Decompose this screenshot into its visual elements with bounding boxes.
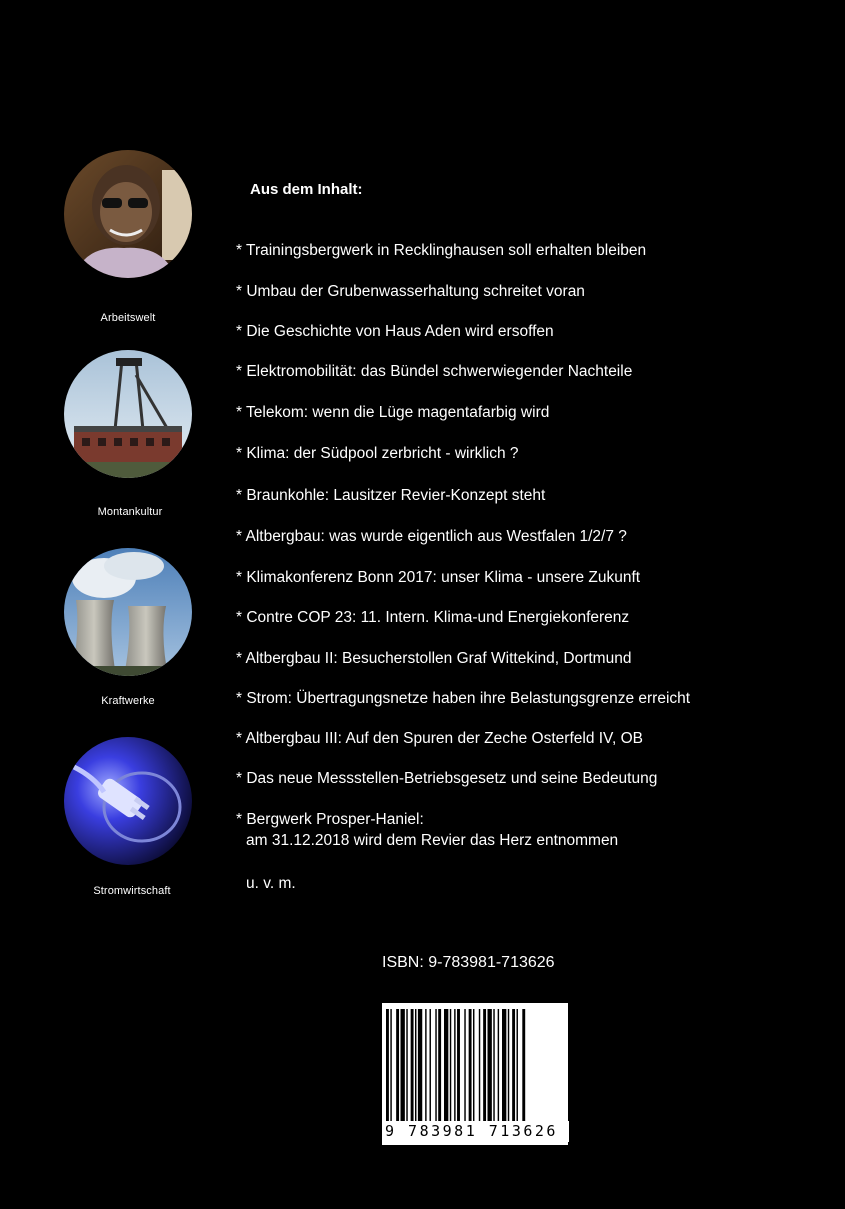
barcode-bar bbox=[401, 1009, 405, 1123]
caption-stromwirtschaft: Stromwirtschaft bbox=[93, 885, 171, 897]
list-item: * Klima: der Südpool zerbricht - wirklich ? bbox=[236, 445, 519, 462]
barcode-bar bbox=[454, 1009, 455, 1123]
barcode-bar bbox=[488, 1009, 492, 1123]
list-item: * Braunkohle: Lausitzer Revier-Konzept steht bbox=[236, 487, 546, 504]
list-item: * Klimakonferenz Bonn 2017: unser Klima - unsere Zukunft bbox=[236, 569, 641, 586]
list-item: * Elektromobilität: das Bündel schwerwiegender Nachteile bbox=[236, 363, 633, 380]
barcode-bar bbox=[493, 1009, 494, 1123]
barcode-bar bbox=[522, 1009, 525, 1123]
barcode-bar bbox=[435, 1009, 436, 1123]
caption-kraftwerke: Kraftwerke bbox=[101, 695, 155, 707]
barcode-bar bbox=[411, 1009, 414, 1123]
caption-arbeitswelt: Arbeitswelt bbox=[100, 312, 156, 324]
list-item-last bbox=[236, 809, 816, 851]
list-item: * Strom: Übertragungsnetze haben ihre Belastungsgrenze erreicht bbox=[236, 690, 691, 707]
list-item: * Contre COP 23: 11. Intern. Klima-und Energiekonferenz bbox=[236, 609, 630, 626]
miner-portrait-image bbox=[64, 150, 192, 278]
list-item: * Trainingsbergwerk in Recklinghausen soll erhalten bleiben bbox=[236, 242, 647, 259]
list-item-last-line1: * Bergwerk Prosper-Haniel: bbox=[236, 811, 424, 828]
barcode-bar bbox=[396, 1009, 399, 1123]
barcode-bar bbox=[498, 1009, 499, 1123]
list-item: * Altbergbau II: Besucherstollen Graf Wittekind, Dortmund bbox=[236, 650, 632, 667]
barcode-bar bbox=[386, 1009, 389, 1123]
power-plug-image bbox=[64, 737, 192, 865]
list-item-last-line2: am 31.12.2018 wird dem Revier das Herz entnommen bbox=[246, 832, 619, 849]
list-item: * Die Geschichte von Haus Aden wird ersoffen bbox=[236, 323, 554, 340]
barcode-bar bbox=[415, 1009, 416, 1123]
list-item: * Umbau der Grubenwasserhaltung schreitet voran bbox=[236, 283, 585, 300]
cooling-towers-icon bbox=[64, 548, 192, 676]
barcode-bar bbox=[430, 1009, 431, 1123]
barcode-bar bbox=[464, 1009, 465, 1123]
barcode-bar bbox=[502, 1009, 506, 1123]
power-plug-icon bbox=[64, 737, 192, 865]
barcode-digits: 9 783981 713626 bbox=[383, 1121, 569, 1142]
barcode-bar bbox=[512, 1009, 515, 1123]
cooling-towers-image bbox=[64, 548, 192, 676]
barcode-bar bbox=[469, 1009, 472, 1123]
list-item: * Das neue Messstellen-Betriebsgesetz und seine Bedeutung bbox=[236, 770, 658, 787]
caption-montankultur: Montankultur bbox=[97, 506, 163, 518]
list-item: * Altbergbau: was wurde eigentlich aus Westfalen 1/2/7 ? bbox=[236, 528, 627, 545]
barcode-bar bbox=[390, 1009, 391, 1123]
barcode-bar bbox=[457, 1009, 460, 1123]
barcode-bar bbox=[444, 1009, 448, 1123]
barcode-bar bbox=[418, 1009, 422, 1123]
barcode-bar bbox=[406, 1009, 407, 1123]
barcode-bar bbox=[479, 1009, 480, 1123]
headframe-image bbox=[64, 350, 192, 478]
headframe-icon bbox=[64, 350, 192, 478]
barcode-bar bbox=[473, 1009, 474, 1123]
barcode-bar bbox=[517, 1009, 518, 1123]
contents-heading: Aus dem Inhalt: bbox=[250, 181, 363, 198]
list-item: * Telekom: wenn die Lüge magentafarbig wird bbox=[236, 404, 550, 421]
list-item: * Altbergbau III: Auf den Spuren der Zeche Osterfeld IV, OB bbox=[236, 730, 643, 747]
isbn-label: ISBN: 9-783981-713626 bbox=[382, 954, 555, 971]
barcode-bar bbox=[450, 1009, 451, 1123]
barcode-bar bbox=[508, 1009, 509, 1123]
miner-portrait-icon bbox=[64, 150, 192, 278]
barcode-bar bbox=[425, 1009, 426, 1123]
more-text: u. v. m. bbox=[246, 875, 296, 892]
barcode-bar bbox=[438, 1009, 441, 1123]
barcode-bar bbox=[483, 1009, 486, 1123]
